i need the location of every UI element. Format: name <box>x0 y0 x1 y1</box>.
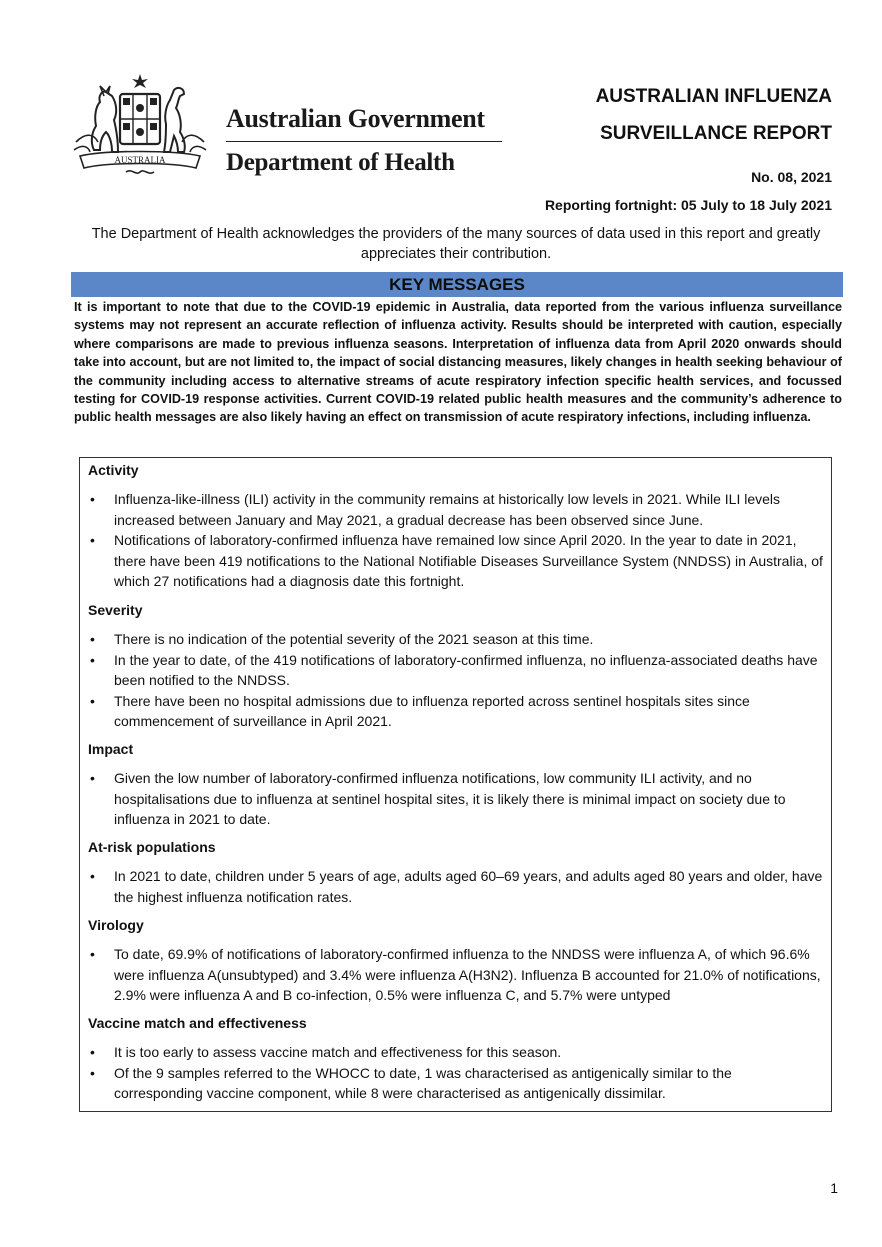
list-item: • There is no indication of the potential severity of the 2021 season at this time. <box>88 629 823 650</box>
key-messages-heading: KEY MESSAGES <box>71 272 843 297</box>
section-heading-virology: Virology <box>88 917 144 933</box>
virology-list <box>88 944 823 1006</box>
list-item: • Notifications of laboratory-confirmed influenza have remained low since April 2020. In the year to date in 2021, there have been 419 notifications to the National Notifiable Diseases Surveillance System (NNDSS) in Australia, of which 27 notifications had a diagnosis date this fortnight. <box>88 530 823 592</box>
section-vaccine <box>88 1013 823 1104</box>
svg-text:AUSTRALIA: AUSTRALIA <box>114 155 166 165</box>
acknowledgement-text: The Department of Health acknowledges the providers of the many sources of data used in this report and greatly appreciates their contribution. <box>91 226 821 262</box>
section-heading-activity: Activity <box>88 462 139 478</box>
list-item: • Given the low number of laboratory-confirmed influenza notifications, low community ILI activity, and no hospitalisations due to influenza at sentinel hospital sites, it is likely there is minimal impact on society due to influenza in 2021 to date. <box>88 768 823 830</box>
section-activity <box>88 460 823 592</box>
list-item: • Influenza-like-illness (ILI) activity in the community remains at historically low levels in 2021. While ILI levels increased between January and May 2021, a gradual decrease has been observed since June. <box>88 489 823 530</box>
list-item: • In 2021 to date, children under 5 years of age, adults aged 60–69 years, and adults aged 80 years and older, have the highest influenza notification rates. <box>88 866 823 907</box>
section-impact <box>88 739 823 830</box>
section-heading-severity: Severity <box>88 602 143 618</box>
reporting-fortnight: Reporting fortnight: 05 July to 18 July 2021 <box>544 197 832 213</box>
page-number: 1 <box>830 1180 838 1196</box>
government-name: Australian Government <box>226 104 485 133</box>
vaccine-list <box>88 1042 823 1104</box>
list-item: • To date, 69.9% of notifications of laboratory-confirmed influenza to the NNDSS were influenza A, of which 96.6% were influenza A(unsubtyped) and 3.4% were influenza A(H3N2). Influenza B accounted for 21.0% of notifications, 2.9% were influenza A and B co-infection, 0.5% were influenza C, and 5.7% were untyped <box>88 944 823 1006</box>
activity-list <box>88 489 823 592</box>
section-at-risk <box>88 837 823 907</box>
section-heading-impact: Impact <box>88 741 134 757</box>
commonwealth-coat-of-arms-icon <box>66 72 214 184</box>
list-item: • It is too early to assess vaccine match and effectiveness for this season. <box>88 1042 823 1063</box>
list-item: • Of the 9 samples referred to the WHOCC to date, 1 was characterised as antigenically similar to the corresponding vaccine component, while 8 were characterised as antigenically dissimilar. <box>88 1063 823 1104</box>
key-messages-box <box>79 457 832 1112</box>
at-risk-list <box>88 866 823 907</box>
section-virology <box>88 915 823 1006</box>
report-number: No. 08, 2021 <box>751 169 832 185</box>
report-header <box>0 0 882 225</box>
list-item: • In the year to date, of the 419 notifications of laboratory-confirmed influenza, no influenza-associated deaths have been notified to the NNDSS. <box>88 650 823 691</box>
section-severity <box>88 600 823 732</box>
severity-list <box>88 629 823 732</box>
section-heading-at-risk: At-risk populations <box>88 839 216 855</box>
report-title-line1: AUSTRALIAN INFLUENZA <box>595 86 832 107</box>
key-messages-intro: It is important to note that due to the COVID-19 epidemic in Australia, data reported from the various influenza surveillance systems may not represent an accurate reflection of influenza activity. Results should be interpreted with caution, especially where comparisons are made to previous influenza seasons. Interpretation of influenza data from April 2020 onwards should take into account, but are not limited to, the impact of social distancing measures, likely changes in health seeking behaviour of the community including access to alternative streams of acute respiratory infection specific health services, and focussed testing for COVID-19 response activities. Current COVID-19 related public health measures and the community’s adherence to public health messages are also likely having an effect on transmission of acute respiratory infections, including influenza. <box>74 300 842 425</box>
impact-list <box>88 768 823 830</box>
report-title <box>596 78 832 152</box>
report-title-line2: SURVEILLANCE REPORT <box>600 123 832 144</box>
list-item: • There have been no hospital admissions due to influenza reported across sentinel hospitals sites since commencement of surveillance in April 2021. <box>88 691 823 732</box>
header-divider <box>226 141 502 142</box>
section-heading-vaccine: Vaccine match and effectiveness <box>88 1015 307 1031</box>
department-name: Department of Health <box>226 149 455 176</box>
